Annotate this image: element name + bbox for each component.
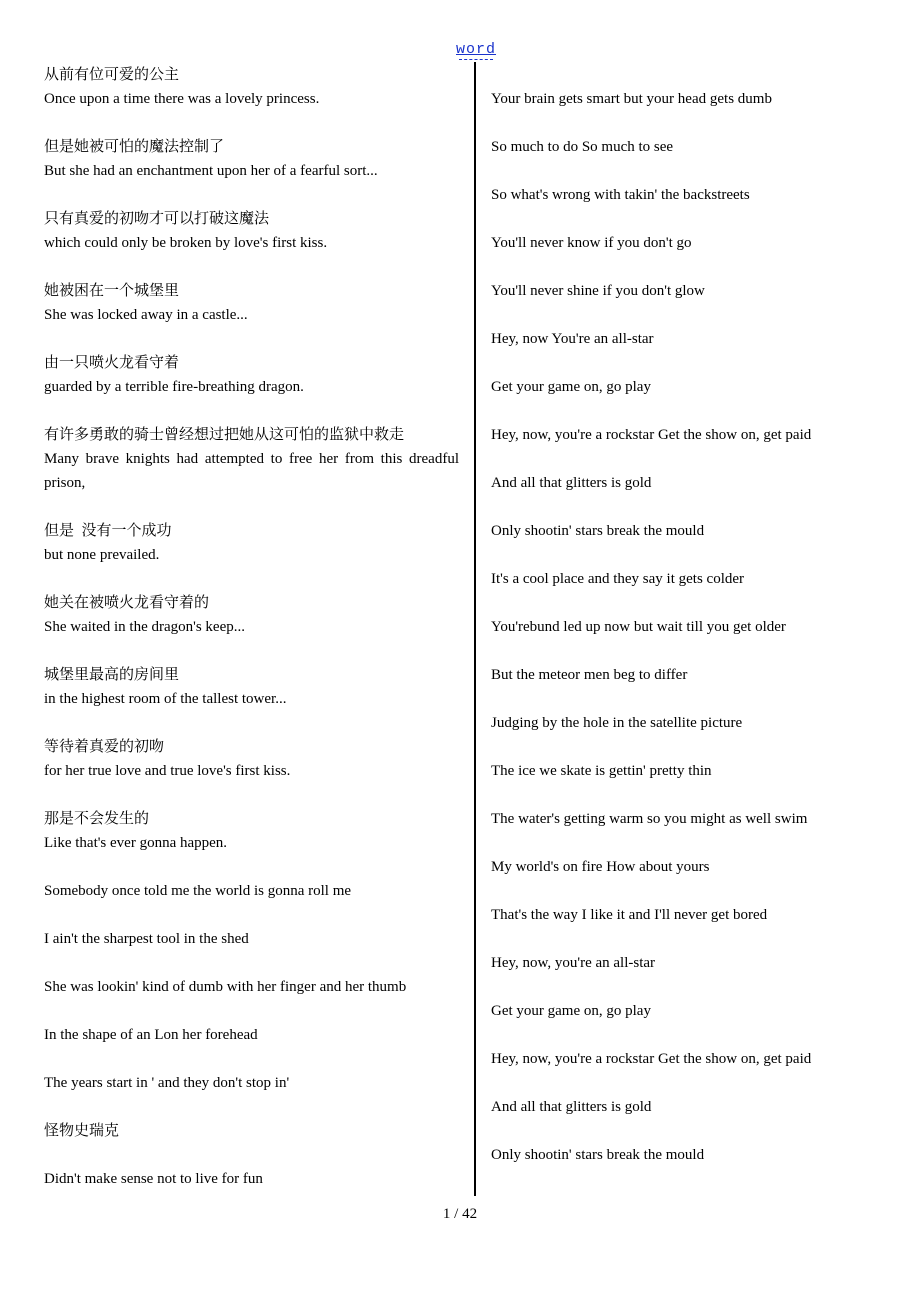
blank-line — [491, 543, 861, 567]
lyric-line: 等待着真爱的初吻 — [44, 739, 165, 755]
lyric-line: But the meteor men beg to differ — [491, 667, 688, 683]
lyric-line: The ice we skate is gettin' pretty thin — [491, 763, 712, 779]
lyric-line: So what's wrong with takin' the backstreets — [491, 187, 750, 203]
blank-line — [491, 1071, 861, 1095]
page-number — [0, 1206, 920, 1223]
lyric-line: 从前有位可爱的公主 — [44, 67, 180, 83]
header-dashed-underline — [459, 59, 493, 60]
lyric-line: That's the way I like it and I'll never get bored — [491, 907, 768, 923]
lyric-line: Hey, now You're an all-star — [491, 331, 654, 347]
lyric-line: You'rebund led up now but wait till you get older — [491, 619, 786, 635]
lyric-line: And all that glitters is gold — [491, 475, 652, 491]
lyric-line: 城堡里最高的房间里 — [44, 667, 180, 683]
blank-line — [44, 255, 459, 279]
blank-line — [491, 879, 861, 903]
blank-line — [491, 783, 861, 807]
blank-line — [491, 351, 861, 375]
blank-line — [44, 567, 459, 591]
lyric-line: You'll never know if you don't go — [491, 235, 692, 251]
lyric-line: And all that glitters is gold — [491, 1099, 652, 1115]
blank-line — [491, 303, 861, 327]
lyric-line: Judging by the hole in the satellite picture — [491, 715, 743, 731]
blank-line — [491, 735, 861, 759]
blank-line — [44, 1047, 459, 1071]
blank-line — [44, 1143, 459, 1167]
blank-line — [491, 975, 861, 999]
blank-line — [491, 255, 861, 279]
lyric-paragraph: Many brave knights had attempted to free her from this dreadful prison, — [44, 451, 459, 491]
blank-line — [491, 591, 861, 615]
blank-line — [44, 111, 459, 135]
blank-line — [44, 783, 459, 807]
blank-line — [44, 1095, 459, 1119]
lyric-line: It's a cool place and they say it gets colder — [491, 571, 745, 587]
lyric-line: She was lookin' kind of dumb with her finger and her thumb — [44, 979, 407, 995]
blank-line — [491, 159, 861, 183]
lyric-line: 由一只喷火龙看守着 — [44, 355, 180, 371]
lyric-line: So much to do So much to see — [491, 139, 674, 155]
lyric-line: Hey, now, you're a rockstar Get the show on, get paid — [491, 1051, 812, 1067]
blank-line — [44, 399, 459, 423]
lyric-line: Once upon a time there was a lovely princess. — [44, 91, 320, 107]
lyric-line: 只有真爱的初吻才可以打破这魔法 — [44, 211, 270, 227]
page-separator: / — [450, 1206, 463, 1222]
blank-line — [44, 327, 459, 351]
lyric-line: The years start in ' and they don't stop in' — [44, 1075, 290, 1091]
lyric-line: My world's on fire How about yours — [491, 859, 710, 875]
lyric-line: which could only be broken by love's first kiss. — [44, 235, 328, 251]
blank-line — [491, 495, 861, 519]
lyric-line: 但是她被可怕的魔法控制了 — [44, 139, 225, 155]
column-divider — [474, 62, 476, 1196]
lyric-line: Only shootin' stars break the mould — [491, 523, 705, 539]
blank-line — [44, 495, 459, 519]
lyric-line: Only shootin' stars break the mould — [491, 1147, 705, 1163]
lyric-line: 但是 没有一个成功 — [44, 523, 172, 539]
lyric-line: 那是不会发生的 — [44, 811, 150, 827]
blank-line — [44, 183, 459, 207]
lyric-line: She was locked away in a castle... — [44, 307, 248, 323]
lyric-line: but none prevailed. — [44, 547, 160, 563]
blank-line — [491, 927, 861, 951]
lyric-line: Hey, now, you're an all-star — [491, 955, 656, 971]
lyric-line: Like that's ever gonna happen. — [44, 835, 228, 851]
lyric-line: 有许多勇敢的骑士曾经想过把她从这可怕的监狱中救走 — [44, 427, 405, 443]
lyric-line: Somebody once told me the world is gonna roll me — [44, 883, 352, 899]
lyric-line: Get your game on, go play — [491, 1003, 651, 1019]
blank-line — [491, 687, 861, 711]
lyric-line: But she had an enchantment upon her of a fearful sort... — [44, 163, 378, 179]
lyric-line: for her true love and true love's first kiss. — [44, 763, 291, 779]
lyric-line: guarded by a terrible fire-breathing dragon. — [44, 379, 304, 395]
blank-line — [491, 447, 861, 471]
lyric-line: 她被困在一个城堡里 — [44, 283, 180, 299]
left-column — [44, 63, 459, 1191]
blank-line — [44, 999, 459, 1023]
blank-line — [44, 639, 459, 663]
blank-line — [491, 831, 861, 855]
lyric-line: I ain't the sharpest tool in the shed — [44, 931, 249, 947]
blank-line — [44, 903, 459, 927]
lyric-line: You'll never shine if you don't glow — [491, 283, 705, 299]
blank-line — [491, 399, 861, 423]
header-word-link[interactable]: word — [456, 41, 497, 58]
lyric-line: In the shape of an Lon her forehead — [44, 1027, 258, 1043]
page-current: 1 — [442, 1206, 451, 1222]
blank-line — [491, 111, 861, 135]
lyric-line: in the highest room of the tallest tower... — [44, 691, 287, 707]
lyric-line: 怪物史瑞克 — [44, 1123, 120, 1139]
lyric-line: The water's getting warm so you might as well swim — [491, 811, 808, 827]
lyric-line: 她关在被喷火龙看守着的 — [44, 595, 210, 611]
lyric-line: Get your game on, go play — [491, 379, 651, 395]
lyric-line: Hey, now, you're a rockstar Get the show on, get paid — [491, 427, 812, 443]
blank-line — [44, 951, 459, 975]
blank-line — [491, 1119, 861, 1143]
blank-line — [491, 639, 861, 663]
blank-line — [491, 1023, 861, 1047]
lyric-line: She waited in the dragon's keep... — [44, 619, 245, 635]
right-column — [491, 87, 861, 1167]
blank-line — [44, 711, 459, 735]
lyric-line: Your brain gets smart but your head gets dumb — [491, 91, 772, 107]
lyric-line: Didn't make sense not to live for fun — [44, 1171, 263, 1187]
blank-line — [491, 207, 861, 231]
blank-line — [44, 855, 459, 879]
page-total: 42 — [462, 1206, 478, 1222]
